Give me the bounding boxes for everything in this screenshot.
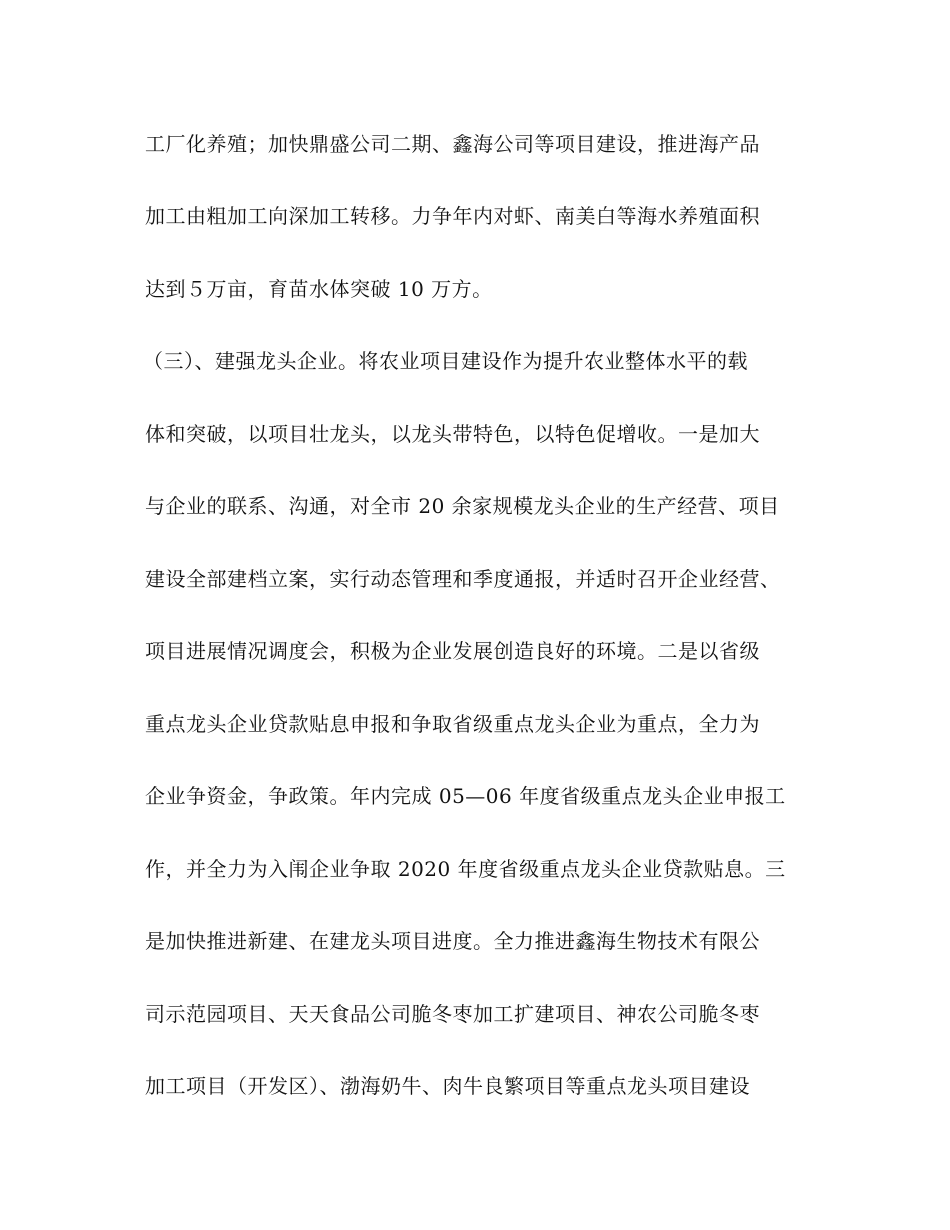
body-text-line: 重点龙头企业贷款贴息申报和争取省级重点龙头企业为重点，全力为 — [145, 712, 760, 736]
body-text-line: 加工由粗加工向深加工转移。力争年内对虾、南美白等海水养殖面积 — [145, 204, 760, 228]
body-text-line: 建设全部建档立案，实行动态管理和季度通报，并适时召开企业经营、 — [145, 567, 781, 591]
body-text-line: 作，并全力为入闱企业争取 2020 年度省级重点龙头企业贷款贴息。三 — [145, 857, 786, 881]
body-text-line: 司示范园项目、天天食品公司脆冬枣加工扩建项目、神农公司脆冬枣 — [145, 1002, 760, 1026]
body-text-line: 加工项目（开发区）、渤海奶牛、肉牛良繁项目等重点龙头项目建设 — [145, 1074, 750, 1098]
body-text-line: 是加快推进新建、在建龙头项目进度。全力推进鑫海生物技术有限公 — [145, 929, 760, 953]
body-text-line: 项目进展情况调度会，积极为企业发展创造良好的环境。二是以省级 — [145, 639, 760, 663]
section-heading-line: （三）、建强龙头企业。将农业项目建设作为提升农业整体水平的载 — [143, 349, 748, 373]
body-text-line: 工厂化养殖；加快鼎盛公司二期、鑫海公司等项目建设，推进海产品 — [145, 132, 760, 156]
body-text-line: 企业争资金，争政策。年内完成 05—06 年度省级重点龙头企业申报工 — [145, 784, 786, 808]
body-text-line: 与企业的联系、沟通，对全市 20 余家规模龙头企业的生产经营、项目 — [145, 494, 780, 518]
body-text-line: 达到５万亩，育苗水体突破 10 万方。 — [145, 277, 493, 301]
body-text-line: 体和突破，以项目壮龙头，以龙头带特色，以特色促增收。一是加大 — [145, 422, 760, 446]
